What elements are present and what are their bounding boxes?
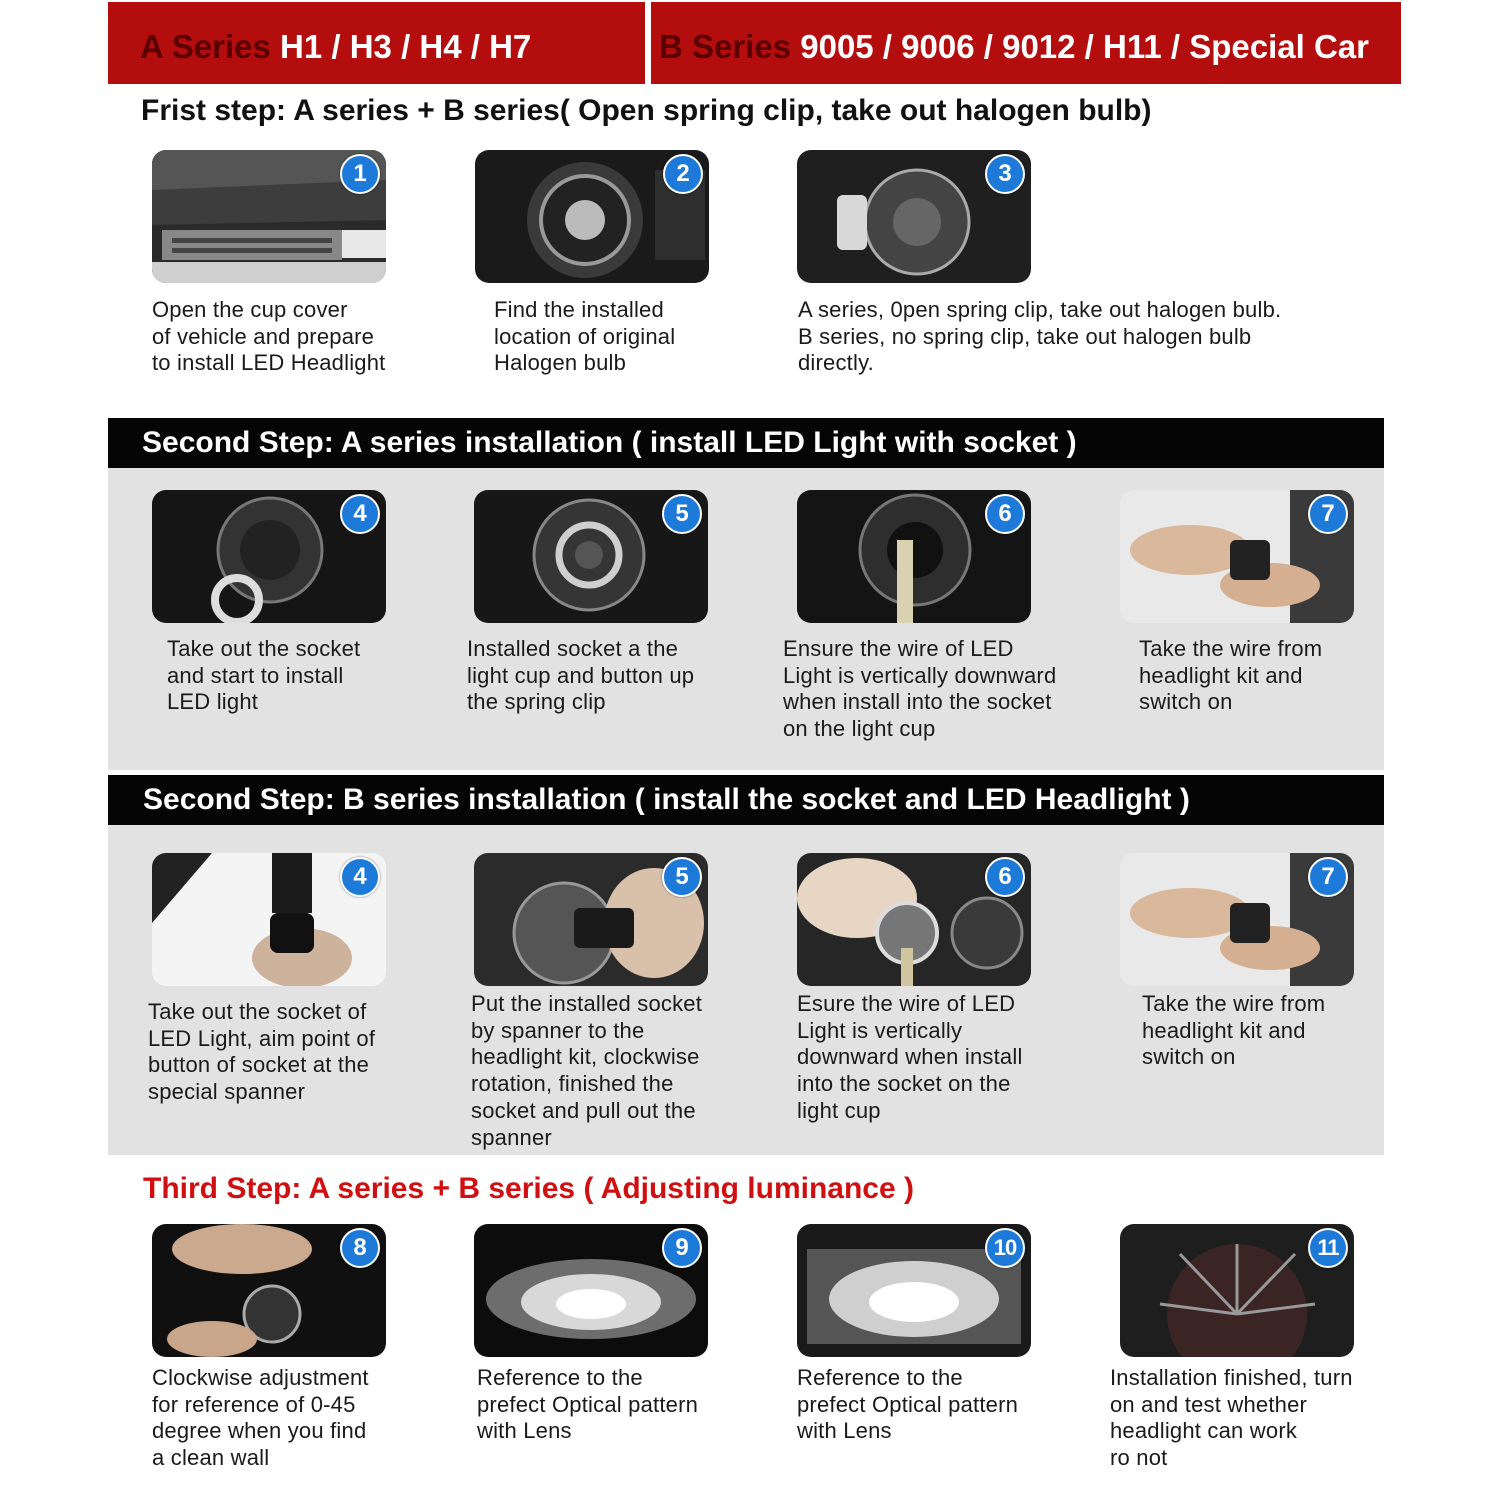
step-11-caption: Installation finished, turn on and test whether headlight can work ro not — [1110, 1365, 1353, 1471]
step-b4-photo-socket-spanner — [152, 853, 386, 986]
b-series-banner — [651, 2, 1401, 84]
step-a5-photo-install-socket — [474, 490, 708, 623]
b-series-models: 9005 / 9006 / 9012 / H11 / Special Car — [800, 28, 1369, 65]
step-8-caption: Clockwise adjustment for reference of 0-45 degree when you find a clean wall — [152, 1365, 369, 1471]
step-number-badge: 8 — [340, 1228, 380, 1268]
a-series-label: A Series — [140, 28, 281, 65]
second-step-a-title: Second Step: A series installation ( install LED Light with socket ) — [142, 426, 1077, 459]
step-number-badge: 6 — [985, 494, 1025, 534]
step-b7-photo-connect-wire — [1120, 853, 1354, 986]
second-step-b-title: Second Step: B series installation ( install the socket and LED Headlight ) — [143, 783, 1190, 816]
step-9-photo-optical-pattern — [474, 1224, 708, 1357]
step-11-photo-finished — [1120, 1224, 1354, 1357]
step-a5-caption: Installed socket a the light cup and button up the spring clip — [467, 636, 695, 715]
step-number-badge: 4 — [340, 857, 380, 897]
step-number-badge: 11 — [1308, 1228, 1348, 1268]
a-series-banner — [108, 2, 645, 84]
step-number-badge: 2 — [663, 154, 703, 194]
second-step-a-header — [108, 418, 1384, 468]
step-3-caption: A series, 0pen spring clip, take out halogen bulb. B series, no spring clip, take out halogen bulb directly. — [798, 297, 1282, 376]
step-number-badge: 9 — [662, 1228, 702, 1268]
step-1-photo-engine-bay — [152, 150, 386, 283]
step-a7-photo-connect-wire — [1120, 490, 1354, 623]
step-number-badge: 7 — [1308, 857, 1348, 897]
step-a6-photo-wire-downward — [797, 490, 1031, 623]
step-b5-photo-spanner-rotate — [474, 853, 708, 986]
step-a4-caption: Take out the socket and start to install LED light — [167, 636, 361, 715]
step-a6-caption: Ensure the wire of LED Light is vertically downward when install into the socket on the light cup — [783, 636, 1057, 742]
step-number-badge: 1 — [340, 154, 380, 194]
step-b6-photo-wire-downward — [797, 853, 1031, 986]
step-number-badge: 6 — [985, 857, 1025, 897]
step-number-badge: 5 — [662, 857, 702, 897]
step-b5-caption: Put the installed socket by spanner to the headlight kit, clockwise rotation, finished the socket and pull out the spanner — [471, 991, 703, 1150]
step-b4-caption: Take out the socket of LED Light, aim point of button of socket at the special spanner — [148, 999, 376, 1105]
step-b6-caption: Esure the wire of LED Light is vertically downward when install into the socket on the light cup — [797, 991, 1023, 1123]
step-number-badge: 7 — [1308, 494, 1348, 534]
step-number-badge: 5 — [662, 494, 702, 534]
step-number-badge: 10 — [985, 1228, 1025, 1268]
second-step-b-header — [108, 775, 1384, 825]
step-10-caption: Reference to the prefect Optical pattern with Lens — [797, 1365, 1019, 1444]
step-a7-caption: Take the wire from headlight kit and switch on — [1139, 636, 1323, 715]
step-10-photo-optical-pattern — [797, 1224, 1031, 1357]
a-series-models: H1 / H3 / H4 / H7 — [280, 28, 532, 65]
step-2-photo-halogen-location — [475, 150, 709, 283]
step-a4-photo-take-out-socket — [152, 490, 386, 623]
step-b7-caption: Take the wire from headlight kit and switch on — [1142, 991, 1326, 1070]
b-series-label: B Series — [659, 28, 801, 65]
step-1-caption: Open the cup cover of vehicle and prepare to install LED Headlight — [152, 297, 386, 376]
step-2-caption: Find the installed location of original Halogen bulb — [494, 297, 676, 376]
third-step-title: Third Step: A series + B series ( Adjusting luminance ) — [143, 1172, 915, 1205]
step-3-photo-remove-bulb — [797, 150, 1031, 283]
step-8-photo-adjust — [152, 1224, 386, 1357]
step-9-caption: Reference to the prefect Optical pattern with Lens — [477, 1365, 699, 1444]
step-number-badge: 3 — [985, 154, 1025, 194]
step-number-badge: 4 — [340, 494, 380, 534]
first-step-title: Frist step: A series + B series( Open spring clip, take out halogen bulb) — [141, 94, 1152, 127]
